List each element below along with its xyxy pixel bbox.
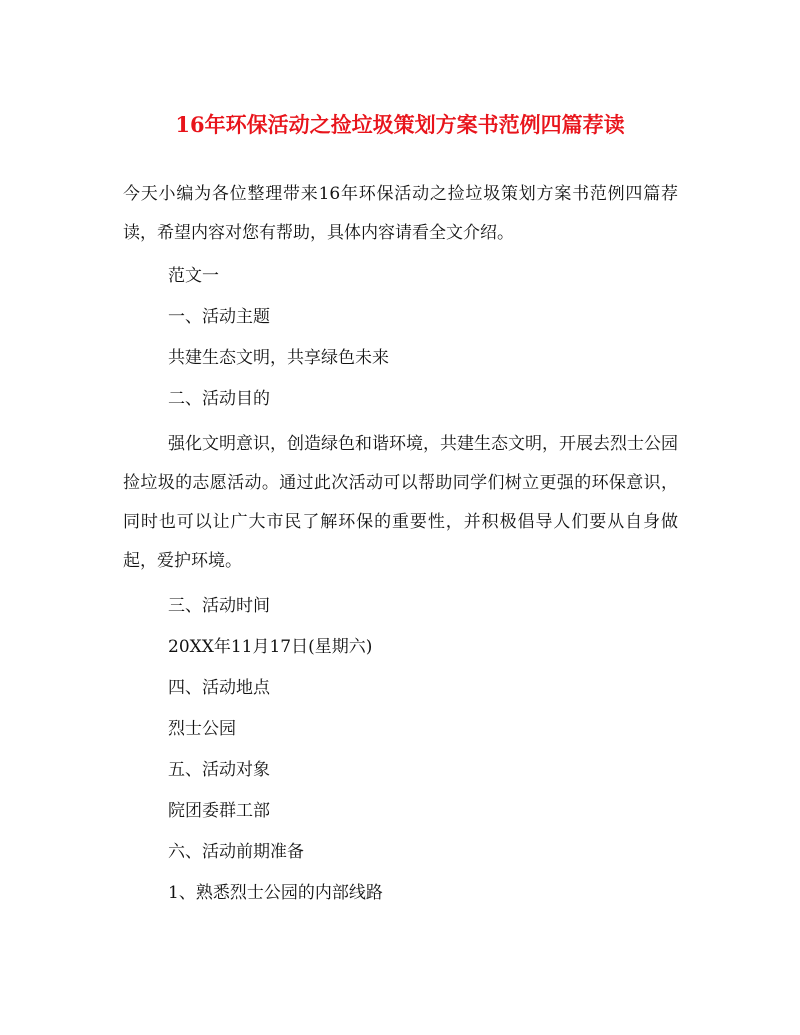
heading-preparation: 六、活动前期准备: [168, 842, 304, 862]
heading-activity-theme: 一、活动主题: [168, 307, 270, 327]
activity-audience-text: 院团委群工部: [168, 801, 270, 821]
heading-activity-audience: 五、活动对象: [168, 760, 270, 780]
document-title: 16年环保活动之捡垃圾策划方案书范例四篇荐读: [175, 112, 625, 137]
heading-activity-location: 四、活动地点: [168, 678, 270, 698]
heading-activity-time: 三、活动时间: [168, 596, 270, 616]
heading-activity-purpose: 二、活动目的: [168, 389, 270, 409]
activity-purpose-paragraph: 强化文明意识，创造绿色和谐环境，共建生态文明，开展去烈士公园捡垃圾的志愿活动。通过此次活动可以帮助同学们树立更强的环保意识，同时也可以让广大市民了解环保的重要性，并积极倡导人们要从自身做起，爱护环境。: [123, 434, 678, 571]
intro-paragraph: 今天小编为各位整理带来16年环保活动之捡垃圾策划方案书范例四篇荐读，希望内容对您有帮助，具体内容请看全文介绍。: [123, 184, 678, 243]
activity-theme-text: 共建生态文明，共享绿色未来: [168, 348, 389, 368]
activity-location-text: 烈士公园: [168, 719, 236, 739]
activity-time-text: 20XX年11月17日(星期六): [168, 637, 373, 657]
preparation-item-1: 1、熟悉烈士公园的内部线路: [168, 883, 383, 903]
section-label: 范文一: [168, 266, 219, 286]
